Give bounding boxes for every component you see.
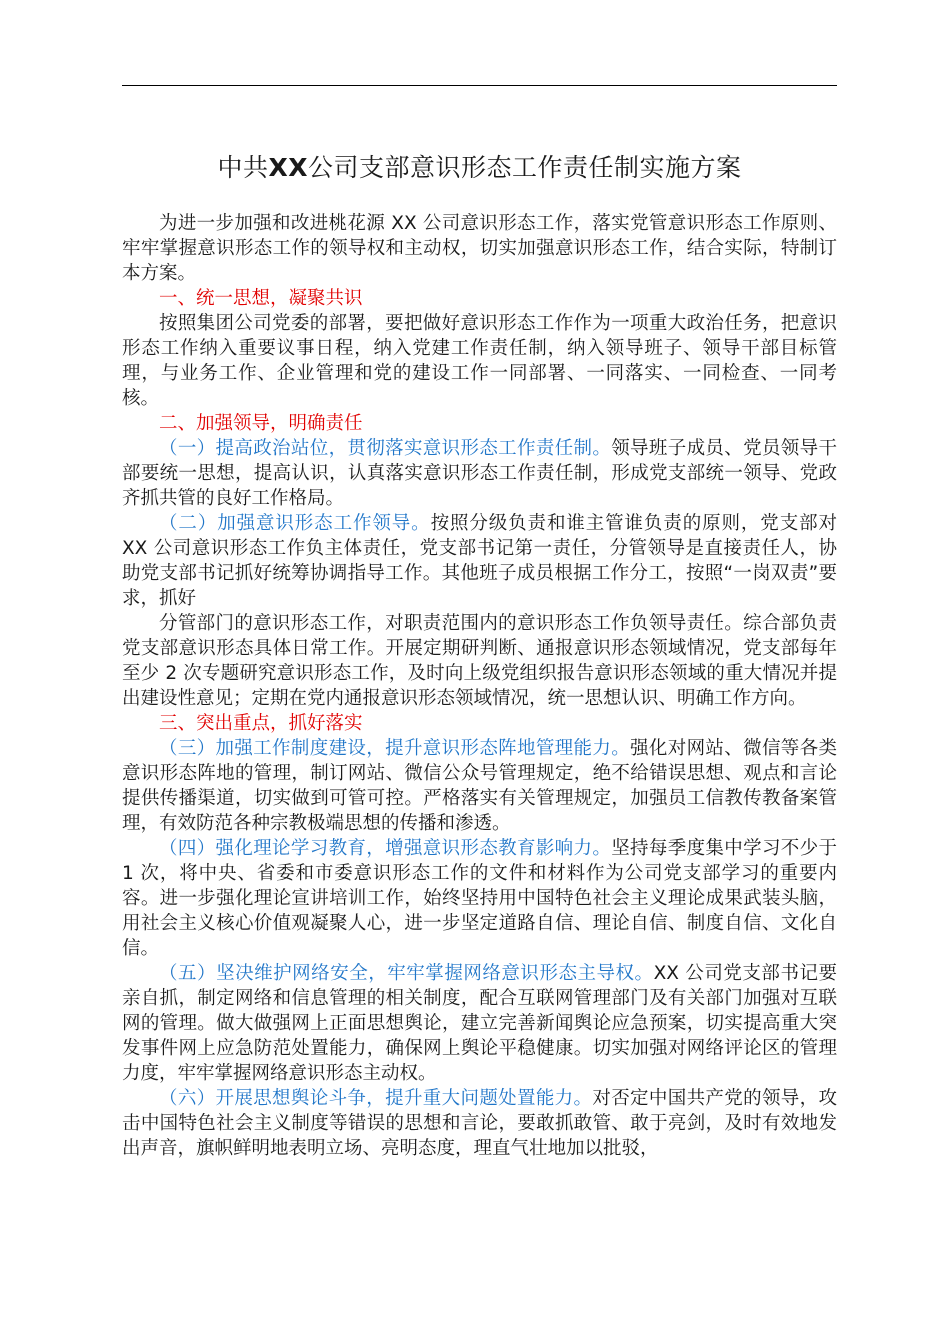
subsection-paragraph-6 [122, 1086, 837, 1161]
header-rule [122, 85, 837, 86]
document-title [122, 148, 837, 188]
subsection-paragraph-4 [122, 836, 837, 961]
document-body [122, 211, 837, 1161]
subsection-text: XX 公司党支部书记要亲自抓，制定网络和信息管理的相关制度，配合互联网管理部门及有关部门加强对互联网的管理。做大做强网上正面思想舆论，建立完善新闻舆论应急预案，切实提高重大突发事件网上应急防范处置能力，确保网上舆论平稳健康。切实加强对网络评论区的管理力度，牢牢掌握网络意识形态主动权。 [122, 963, 837, 1084]
section-heading-1: 一、统一思想，凝聚共识 [159, 288, 363, 309]
subsection-text: 坚持每季度集中学习不少于 1 次，将中央、省委和市委意识形态工作的文件和材料作为公司党支部学习的重要内容。进一步强化理论宣讲培训工作，始终坚持用中国特色社会主义理论成果武装头脑，用社会主义核心价值观凝聚人心，进一步坚定道路自信、理论自信、制度自信、文化自信。 [122, 838, 837, 959]
subsection-text: 领导班子成员、党员领导干部要统一思想，提高认识，认真落实意识形态工作责任制，形成党支部统一领导、党政齐抓共管的良好工作格局。 [122, 438, 837, 509]
subsection-paragraph-3 [122, 736, 837, 836]
subsection-text: 对否定中国共产党的领导，攻击中国特色社会主义制度等错误的思想和言论，要敢抓敢管、敢于亮剑，及时有效地发出声音，旗帜鲜明地表明立场、亮明态度，理直气壮地加以批驳， [122, 1088, 837, 1159]
subsection-paragraph-1 [122, 436, 837, 511]
subsection-text: 强化对网站、微信等各类意识形态阵地的管理，制订网站、微信公众号管理规定，绝不给错误思想、观点和言论提供传播渠道，切实做到可管可控。严格落实有关管理规定，加强员工信教传教备案管理，有效防范各种宗教极端思想的传播和渗透。 [122, 738, 837, 834]
title-prefix: 中共 [217, 153, 269, 182]
subsection-text: 按照分级负责和谁主管谁负责的原则，党支部对 XX 公司意识形态工作负主体责任，党支部书记第一责任，分管领导是直接责任人，协助党支部书记抓好统筹协调指导工作。其他班子成员根据工作分工，按照“一岗双责”要求，抓好 [122, 513, 837, 609]
intro-paragraph: 为进一步加强和改进桃花源 XX 公司意识形态工作，落实党管意识形态工作原则、牢牢掌握意识形态工作的领导权和主动权，切实加强意识形态工作，结合实际，特制订本方案。 [122, 213, 837, 284]
title-suffix: 公司支部意识形态工作责任制实施方案 [308, 153, 742, 182]
subsection-heading: （四）强化理论学习教育，增强意识形态教育影响力。 [159, 838, 612, 859]
body-paragraph: 按照集团公司党委的部署，要把做好意识形态工作作为一项重大政治任务，把意识形态工作纳入重要议事日程，纳入党建工作责任制，纳入领导班子、领导干部目标管理，与业务工作、企业管理和党的建设工作一同部署、一同落实、一同检查、一同考核。 [122, 313, 837, 409]
subsection-paragraph-5 [122, 961, 837, 1086]
section-heading-3: 三、突出重点，抓好落实 [159, 713, 363, 734]
subsection-heading: （二）加强意识形态工作领导。 [159, 513, 431, 534]
body-paragraph: 分管部门的意识形态工作，对职责范围内的意识形态工作负领导责任。综合部负责党支部意识形态具体日常工作。开展定期研判断、通报意识形态领域情况，党支部每年至少 2 次专题研究意识形态工作，及时向上级党组织报告意识形态领域的重大情况并提出建设性意见；定期在党内通报意识形态领域情况，统一思想认识、明确工作方向。 [122, 613, 837, 709]
section-heading-2: 二、加强领导，明确责任 [159, 413, 363, 434]
subsection-heading: （六）开展思想舆论斗争，提升重大问题处置能力。 [159, 1088, 593, 1109]
subsection-heading: （一）提高政治站位，贯彻落实意识形态工作责任制。 [159, 438, 612, 459]
subsection-heading: （三）加强工作制度建设，提升意识形态阵地管理能力。 [159, 738, 631, 759]
title-bold: XX [268, 153, 309, 182]
subsection-paragraph-2 [122, 511, 837, 611]
subsection-heading: （五）坚决维护网络安全，牢牢掌握网络意识形态主导权。 [159, 963, 654, 984]
